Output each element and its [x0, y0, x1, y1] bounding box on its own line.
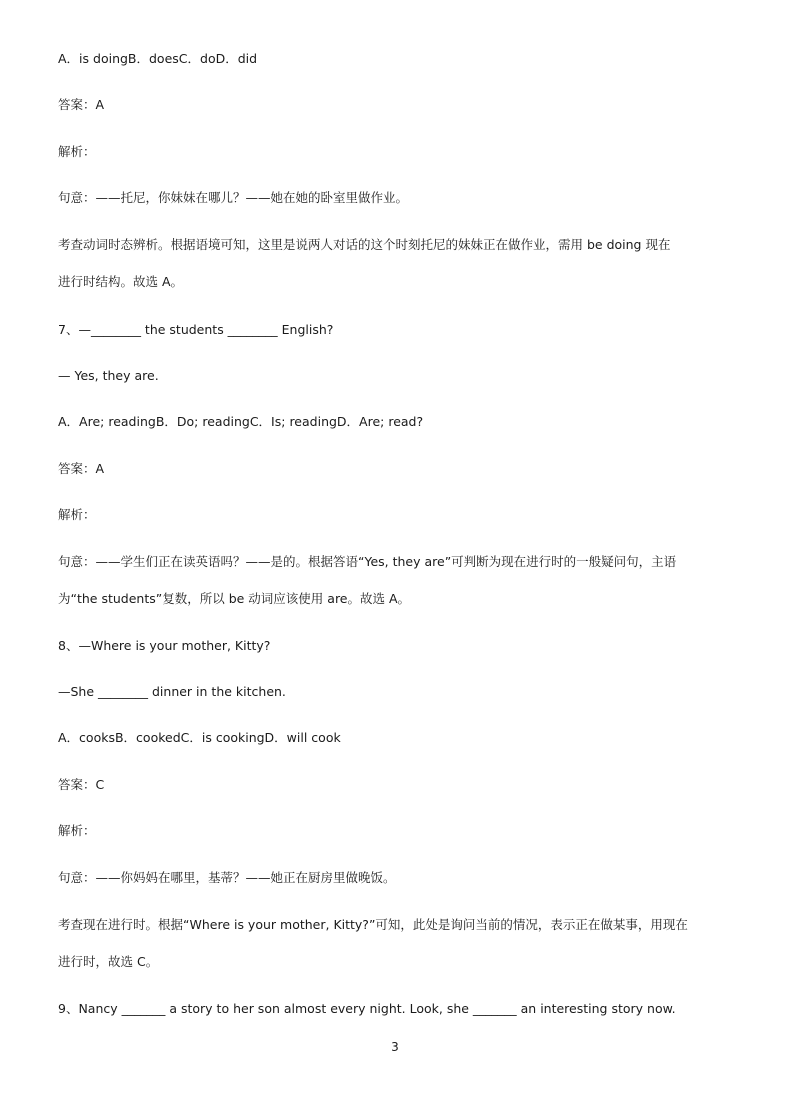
- q6-explanation-line-1: 考查动词时态辨析。根据语境可知，这里是说两人对话的这个时刻托尼的妹妹正在做作业，需用 be doing 现在: [58, 237, 671, 252]
- q6-analysis-label: 解析：: [58, 144, 96, 159]
- q6-answer: 答案：A: [58, 97, 105, 112]
- q8-explanation-line-1: 考查现在进行时。根据“Where is your mother, Kitty?”可知，此处是询问当前的情况，表示正在做某事，用现在: [58, 917, 688, 932]
- q7-response: — Yes, they are.: [58, 368, 159, 383]
- q8-question: 8、—Where is your mother, Kitty?: [58, 638, 271, 653]
- q7-answer: 答案：A: [58, 461, 105, 476]
- q7-explanation-line-2: 为“the students”复数，所以 be 动词应该使用 are。故选 A。: [58, 591, 411, 606]
- q8-answer: 答案：C: [58, 777, 105, 792]
- q6-options: A．is doingB．doesC．doD．did: [58, 51, 258, 66]
- q8-translation: 句意：——你妈妈在哪里，基蒂？——她正在厨房里做晚饭。: [58, 870, 396, 885]
- q7-explanation-line-1: 句意：——学生们正在读英语吗？——是的。根据答语“Yes, they are”可判断为现在进行时的一般疑问句，主语: [58, 554, 677, 569]
- q7-options: A．Are; readingB．Do; readingC．Is; readingD．Are; read?: [58, 414, 424, 429]
- q6-translation: 句意：——托尼，你妹妹在哪儿？——她在她的卧室里做作业。: [58, 190, 409, 205]
- q8-explanation-line-2: 进行时，故选 C。: [58, 954, 159, 969]
- q8-options: A．cooksB．cookedC．is cookingD．will cook: [58, 730, 341, 745]
- q8-response: —She ________ dinner in the kitchen.: [58, 684, 286, 699]
- q6-explanation-line-2: 进行时结构。故选 A。: [58, 274, 184, 289]
- q7-question: 7、—________ the students ________ English?: [58, 322, 334, 337]
- q7-analysis-label: 解析：: [58, 507, 96, 522]
- q8-analysis-label: 解析：: [58, 823, 96, 838]
- q9-question: 9、Nancy _______ a story to her son almost every night. Look, she _______ an interesting story now.: [58, 1001, 676, 1016]
- page-number: 3: [391, 1040, 399, 1054]
